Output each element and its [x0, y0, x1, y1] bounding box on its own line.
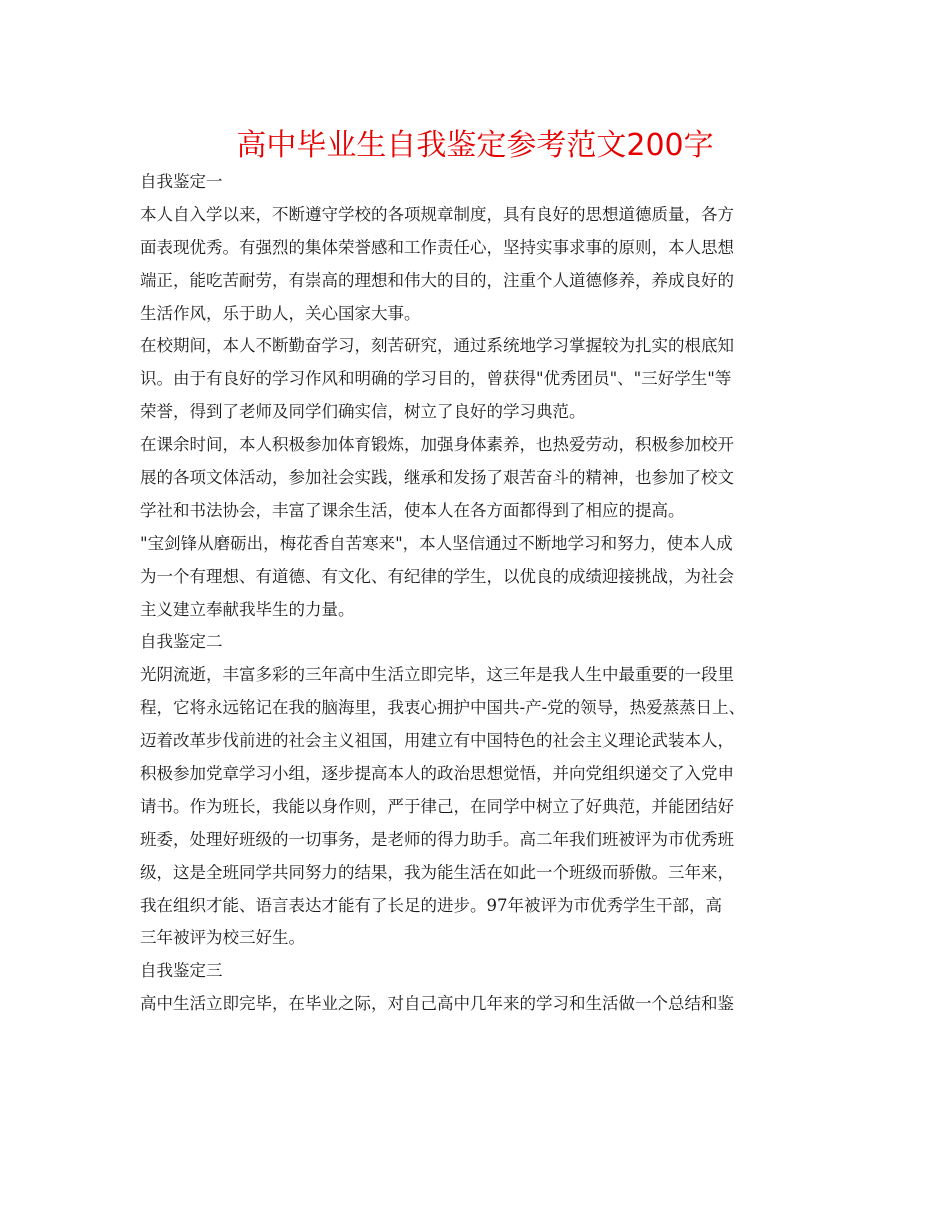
text-line: 三年被评为校三好生。 [140, 928, 305, 948]
section-heading: 自我鉴定三 [140, 961, 223, 981]
text-line: 为一个有理想、有道德、有文化、有纪律的学生，以优良的成绩迎接挑战，为社会 [140, 566, 734, 586]
text-line: 在课余时间，本人积极参加体育锻炼，加强身体素养，也热爱劳动，积极参加校开 [140, 435, 734, 455]
text-line: 积极参加党章学习小组，逐步提高本人的政治思想觉悟，并向党组织递交了入党申 [140, 764, 734, 784]
text-line: 生活作风，乐于助人，关心国家大事。 [140, 303, 421, 323]
text-line: 在校期间，本人不断勤奋学习，刻苦研究，通过系统地学习掌握较为扎实的根底知 [140, 336, 734, 356]
text-line: 迈着改革步伐前进的社会主义祖国，用建立有中国特色的社会主义理论武装本人， [140, 731, 734, 751]
section-heading: 自我鉴定二 [140, 632, 223, 652]
document-title: 高中毕业生自我鉴定参考范文200字 [236, 128, 714, 163]
text-line: "宝剑锋从磨砺出，梅花香自苦寒来"，本人坚信通过不断地学习和努力，使本人成 [140, 533, 733, 553]
text-line: 请书。作为班长，我能以身作则，严于律己，在同学中树立了好典范，并能团结好 [140, 796, 734, 816]
text-line: 荣誉，得到了老师及同学们确实信，树立了良好的学习典范。 [140, 402, 586, 422]
text-line: 程，它将永远铭记在我的脑海里，我衷心拥护中国共-产-党的领导，热爱蒸蒸日上、 [140, 698, 746, 718]
text-line: 高中生活立即完毕，在毕业之际，对自己高中几年来的学习和生活做一个总结和鉴 [140, 994, 734, 1014]
text-line: 学社和书法协会，丰富了课余生活，使本人在各方面都得到了相应的提高。 [140, 500, 685, 520]
text-line: 班委，处理好班级的一切事务，是老师的得力助手。高二年我们班被评为市优秀班 [140, 829, 734, 849]
section-heading: 自我鉴定一 [140, 172, 223, 191]
text-line: 主义建立奉献我毕生的力量。 [140, 599, 355, 619]
text-line: 我在组织才能、语言表达才能有了长足的进步。97年被评为市优秀学生干部，高 [140, 895, 722, 915]
text-line: 本人自入学以来，不断遵守学校的各项规章制度，具有良好的思想道德质量，各方 [140, 204, 734, 224]
text-line: 光阴流逝，丰富多彩的三年高中生活立即完毕，这三年是我人生中最重要的一段里 [140, 665, 734, 685]
text-line: 展的各项文体活动，参加社会实践，继承和发扬了艰苦奋斗的精神，也参加了校文 [140, 468, 734, 488]
text-line: 面表现优秀。有强烈的集体荣誉感和工作责任心，坚持实事求事的原则，本人思想 [140, 237, 734, 257]
text-line: 端正，能吃苦耐劳，有崇高的理想和伟大的目的，注重个人道德修养，养成良好的 [140, 270, 734, 290]
text-line: 级，这是全班同学共同努力的结果，我为能生活在如此一个班级而骄傲。三年来， [140, 862, 734, 882]
document-body [140, 166, 820, 1021]
text-line: 识。由于有良好的学习作风和明确的学习目的，曾获得"优秀团员"、"三好学生"等 [140, 369, 732, 389]
